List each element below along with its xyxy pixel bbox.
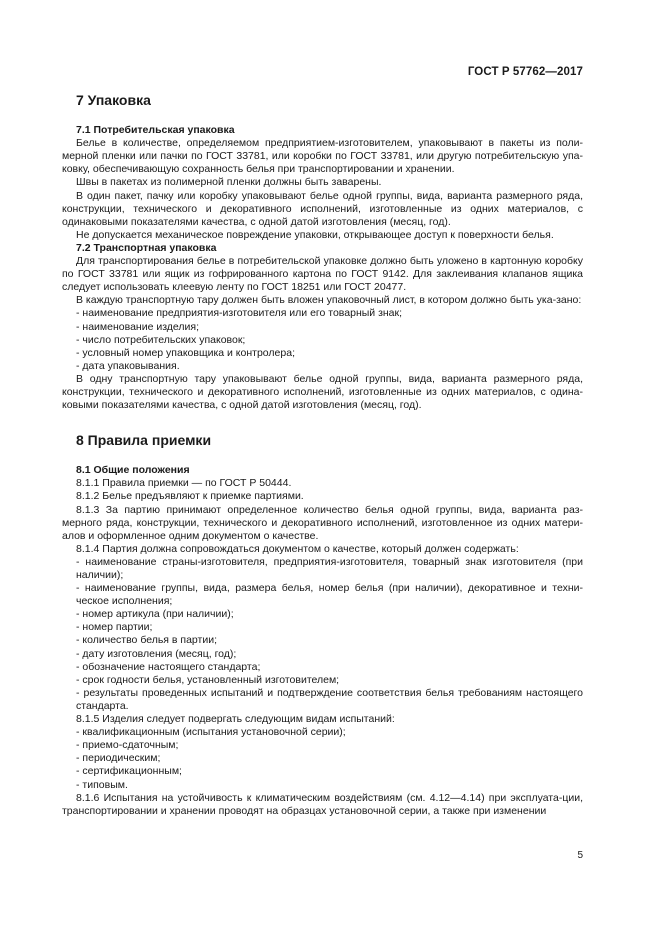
subsection-7-2-heading: 7.2 Транспортная упаковка	[76, 241, 217, 254]
paragraph: 8.1.3 За партию принимают определенное количество белья одной группы, вида, варианта раз-мерного ряда, конструкции, технического и декоративного исполнений, изготовленное из одних матери-алов и оформленное одним документом о качестве.	[62, 503, 583, 542]
list-item: - номер артикула (при наличии);	[76, 608, 234, 621]
paragraph: 8.1.4 Партия должна сопровождаться документом о качестве, который должен содержать:	[76, 542, 519, 555]
list-item: - срок годности белья, установленный изготовителем;	[76, 673, 340, 686]
subsection-8-1-heading: 8.1 Общие положения	[76, 464, 190, 477]
list-item: - сертификационным;	[76, 765, 182, 778]
list-item: - наименование предприятия-изготовителя или его товарный знак;	[76, 307, 403, 320]
list-item: - дата упаковывания.	[76, 359, 180, 372]
paragraph: 8.1.2 Белье предъявляют к приемке партиями.	[76, 490, 304, 503]
section-7-heading: 7 Упаковка	[76, 92, 151, 108]
paragraph: В один пакет, пачку или коробку упаковывают белье одной группы, вида, варианта размерного ряда, конструкции, технического и декоративного исполнений, изготовленные из одних материалов, с одинаковыми показателями качества, с одной датой изготовления (месяц, год).	[62, 189, 583, 228]
paragraph: Не допускается механическое повреждение упаковки, открывающее доступ к поверхности белья.	[76, 228, 554, 241]
paragraph: Для транспортирования белье в потребительской упаковке должно быть уложено в картонную коробку по ГОСТ 33781 или ящик из гофрированного картона по ГОСТ 9142. Для заклеивания клапанов ящика следует использовать клеевую ленту по ГОСТ 18251 или ГОСТ 20477.	[62, 255, 583, 294]
list-item: - номер партии;	[76, 621, 153, 634]
list-item: - периодическим;	[76, 752, 161, 765]
document-code: ГОСТ Р 57762—2017	[467, 66, 583, 78]
paragraph: Швы в пакетах из полимерной пленки должны быть заварены.	[76, 176, 382, 189]
subsection-7-1-heading: 7.1 Потребительская упаковка	[76, 124, 235, 137]
paragraph: В каждую транспортную тару должен быть вложен упаковочный лист, в котором должно быть ука-зано:	[76, 294, 582, 307]
section-8-heading: 8 Правила приемки	[76, 432, 212, 449]
list-item: - дату изготовления (месяц, год);	[76, 647, 237, 660]
list-item: - количество белья в партии;	[76, 634, 217, 647]
page-content	[62, 88, 583, 818]
list-item: - условный номер упаковщика и контролера;	[76, 346, 295, 359]
list-item: - квалификационным (испытания установочной серии);	[76, 726, 346, 739]
list-item: - наименование изделия;	[76, 320, 199, 333]
list-item: - число потребительских упаковок;	[76, 333, 246, 346]
list-item: - обозначение настоящего стандарта;	[76, 660, 261, 673]
list-item: - наименование страны-изготовителя, предприятия-изготовителя, товарный знак изготовителя (при наличии);	[76, 555, 583, 581]
paragraph: В одну транспортную тару упаковывают белье одной группы, вида, варианта размерного ряда, конструкции, технического и декоративного исполнений, изготовленные из одних материалов, с одина-ковыми показателями качества, с одной датой изготовления (месяц, год).	[62, 372, 583, 412]
list-item: - наименование группы, вида, размера белья, номер белья (при наличии), декоративное и техни-ческое исполнения;	[76, 582, 583, 608]
paragraph: 8.1.6 Испытания на устойчивость к климатическим воздействиям (см. 4.12—4.14) при эксплуата-ции, транспортировании и хранении проводят на образцах установочной серии, а также при изменении	[62, 791, 583, 817]
list-item: - типовым.	[76, 778, 128, 791]
list-item: - результаты проведенных испытаний и подтверждение соответствия белья требованиям настоящего стандарта.	[76, 686, 583, 712]
paragraph: Белье в количестве, определяемом предприятием-изготовителем, упаковывают в пакеты из поли-мерной пленки или пачки по ГОСТ 33781, или коробки по ГОСТ 33781, или другую потребительскую упа-ковку, обеспечивающую сохранность белья при транспортировании и хранении.	[62, 137, 583, 176]
paragraph: 8.1.5 Изделия следует подвергать следующим видам испытаний:	[76, 713, 395, 726]
paragraph: 8.1.1 Правила приемки — по ГОСТ Р 50444.	[76, 477, 292, 490]
list-item: - приемо-сдаточным;	[76, 739, 179, 752]
page-number: 5	[577, 850, 583, 861]
